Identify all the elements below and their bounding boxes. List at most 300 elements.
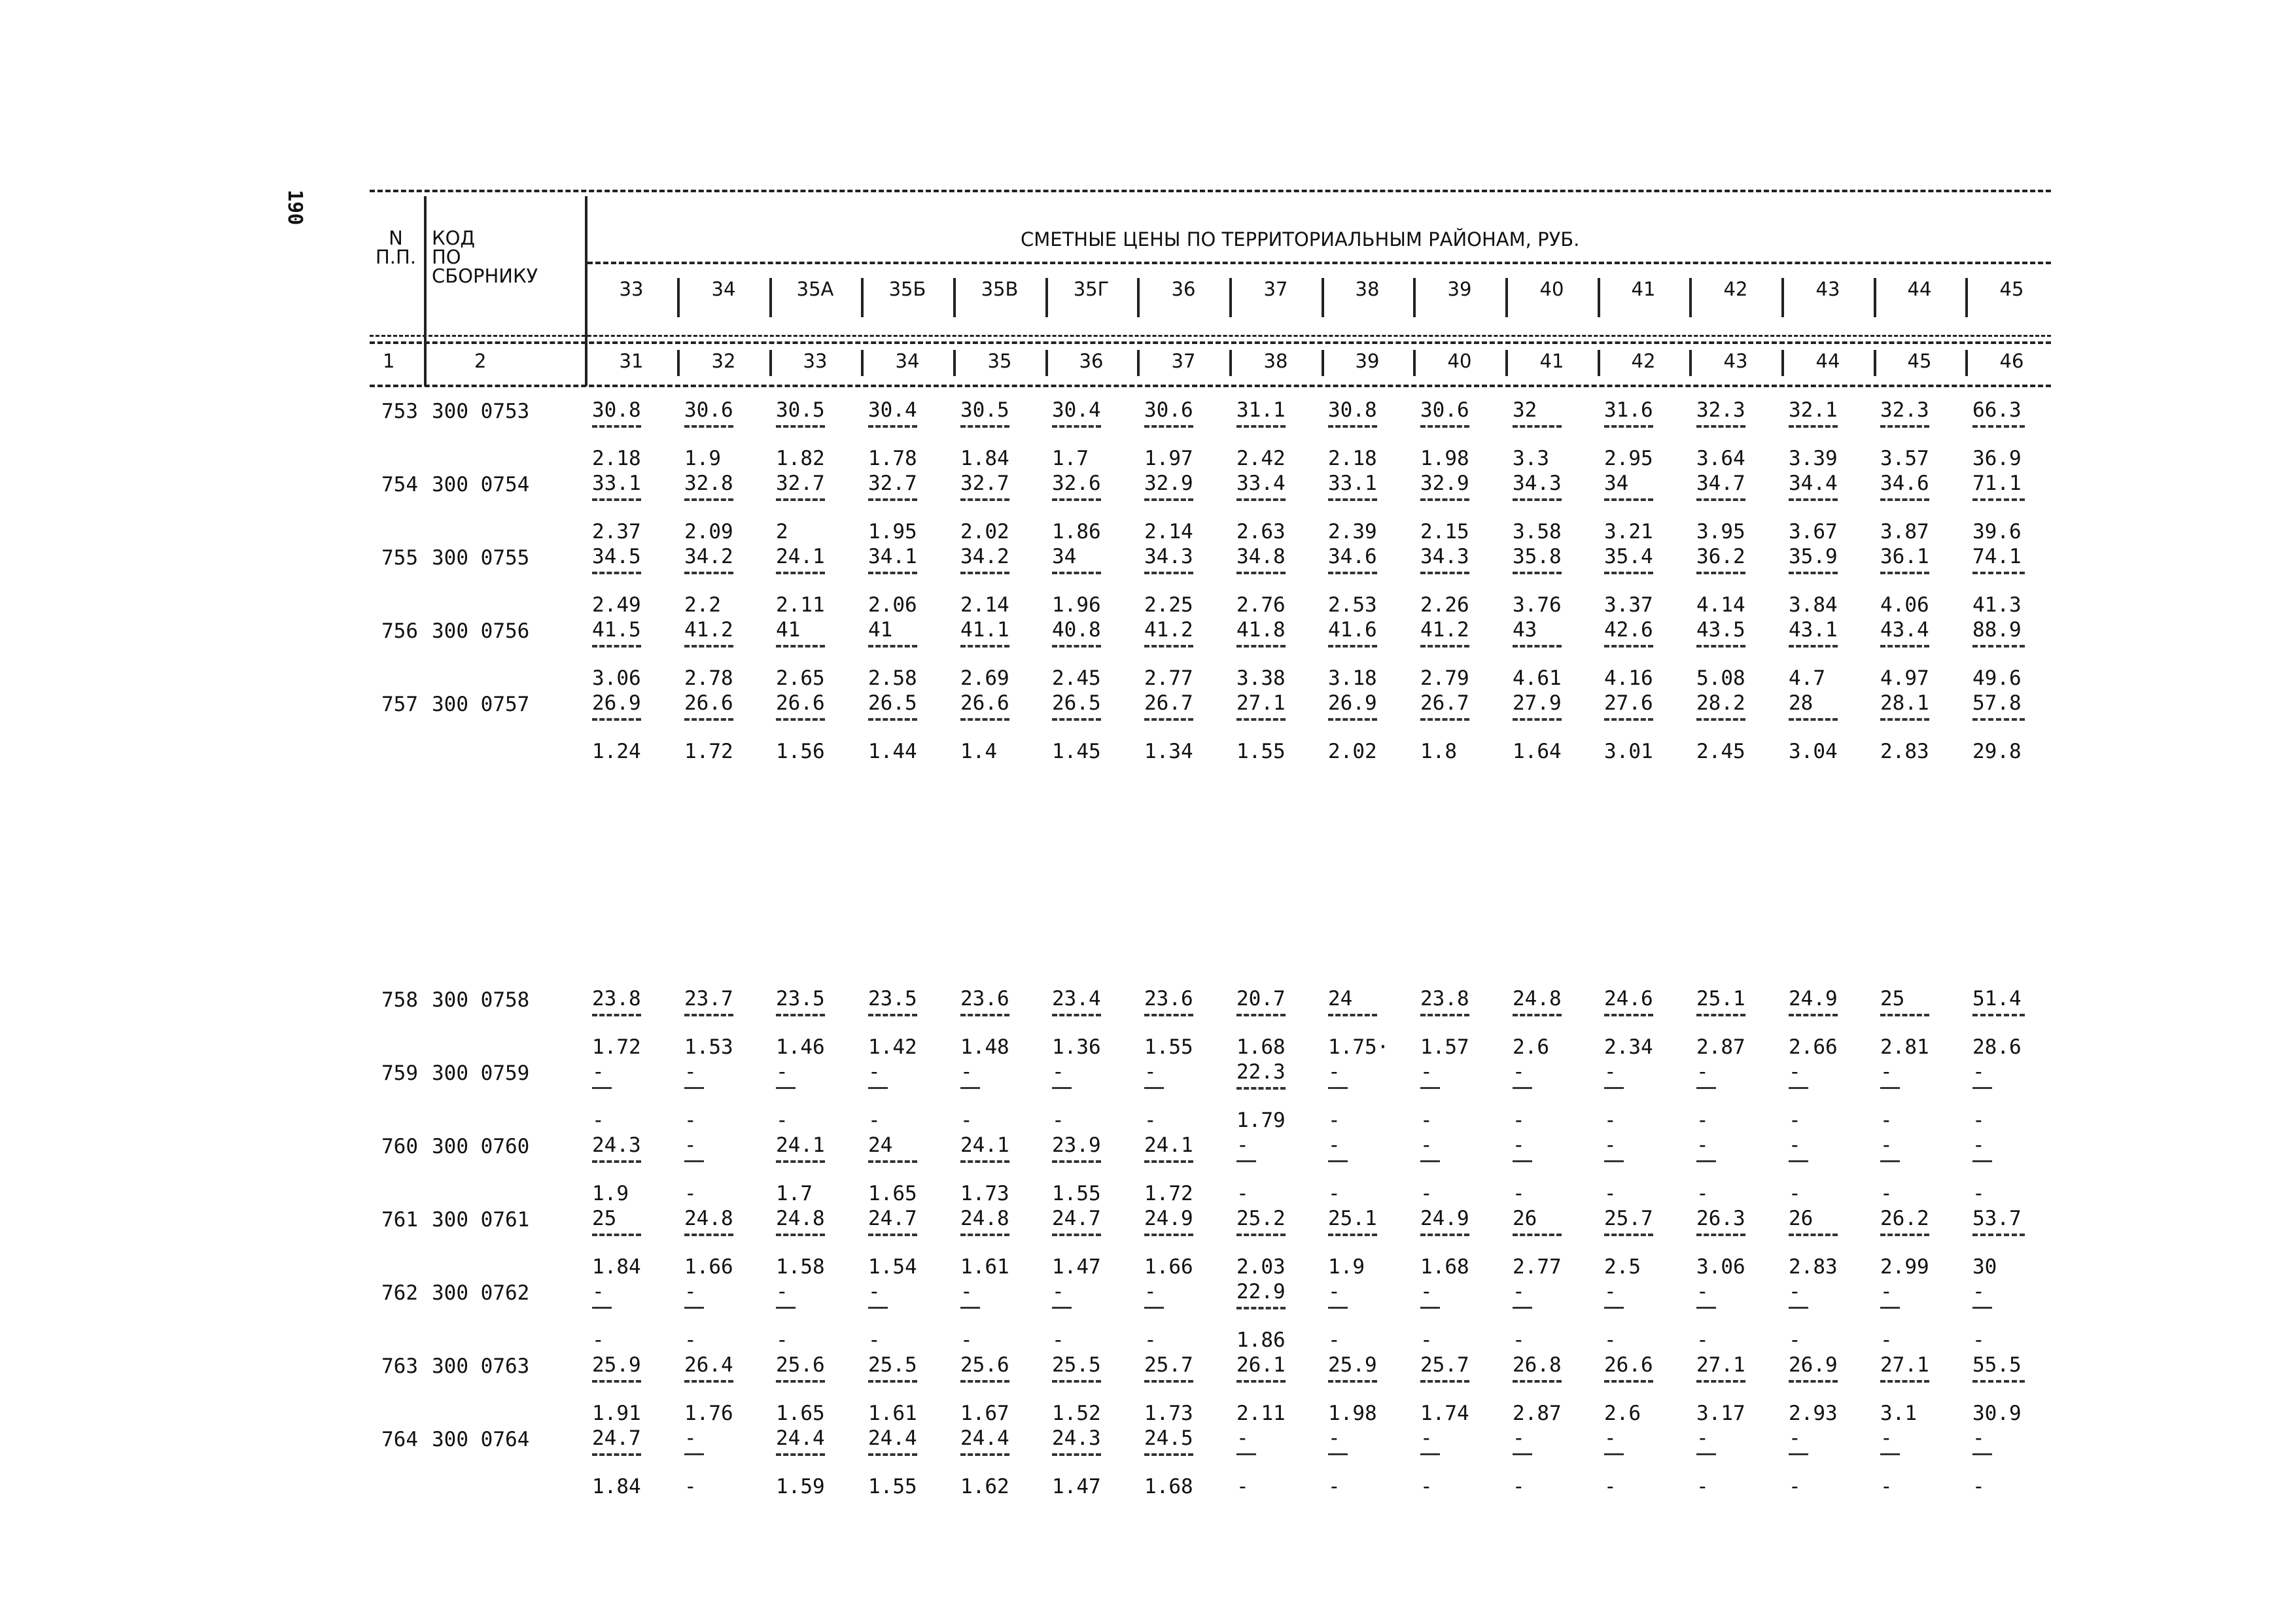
price-wage: 4.7 bbox=[1789, 666, 1825, 690]
empty-divider bbox=[592, 1087, 612, 1089]
price-wage: 3.06 bbox=[592, 666, 641, 690]
fraction-divider bbox=[1880, 645, 1929, 648]
price-total: 25.9 bbox=[1328, 1353, 1377, 1377]
price-total: 24.3 bbox=[1052, 1426, 1101, 1450]
row-number: 758 bbox=[381, 988, 418, 1012]
price-wage: 2 bbox=[776, 520, 788, 544]
price-wage: 2.02 bbox=[960, 520, 1009, 544]
price-wage: 1.78 bbox=[868, 447, 917, 470]
row-number: 753 bbox=[381, 400, 418, 423]
empty-divider bbox=[1604, 1307, 1624, 1309]
price-total: - bbox=[1696, 1060, 1709, 1084]
empty-divider bbox=[1880, 1453, 1900, 1455]
price-total: - bbox=[1420, 1280, 1433, 1304]
price-wage: - bbox=[1789, 1328, 1801, 1352]
fraction-divider bbox=[684, 498, 733, 501]
price-total: 26.6 bbox=[776, 691, 825, 715]
price-total: 36.2 bbox=[1696, 545, 1745, 568]
price-wage: 1.54 bbox=[868, 1255, 917, 1279]
price-total: 34.2 bbox=[684, 545, 733, 568]
fraction-divider bbox=[592, 1160, 641, 1163]
price-total: 26.9 bbox=[1328, 691, 1377, 715]
fraction-divider bbox=[1513, 425, 1562, 428]
row-code: 300 0758 bbox=[432, 988, 530, 1012]
fraction-divider bbox=[960, 1160, 1009, 1163]
empty-divider bbox=[1972, 1160, 1992, 1162]
price-total: - bbox=[1789, 1133, 1801, 1157]
fraction-divider bbox=[1328, 645, 1377, 648]
price-total: - bbox=[868, 1280, 881, 1304]
price-wage: 1.67 bbox=[960, 1402, 1009, 1425]
district-header: 40 bbox=[1539, 278, 1564, 300]
price-wage: 2.69 bbox=[960, 666, 1009, 690]
column-divider bbox=[953, 278, 956, 317]
price-wage: 1.9 bbox=[592, 1182, 629, 1205]
table-rule bbox=[370, 341, 2051, 344]
fraction-divider bbox=[868, 1380, 917, 1383]
price-total: - bbox=[960, 1280, 973, 1304]
fraction-divider bbox=[960, 572, 1009, 574]
col-index: 35 bbox=[987, 350, 1012, 372]
price-total: 43.1 bbox=[1789, 618, 1838, 642]
price-wage: 1.9 bbox=[1328, 1255, 1365, 1279]
price-total: 34.3 bbox=[1513, 472, 1562, 495]
price-total: - bbox=[1972, 1060, 1985, 1084]
price-total: 34.2 bbox=[960, 545, 1009, 568]
price-wage: 4.61 bbox=[1513, 666, 1562, 690]
table-rule bbox=[370, 190, 2051, 192]
empty-divider bbox=[1789, 1160, 1808, 1162]
row-number: 764 bbox=[381, 1428, 418, 1451]
fraction-divider bbox=[1236, 1087, 1286, 1090]
price-wage: 49.6 bbox=[1972, 666, 2022, 690]
empty-divider bbox=[1144, 1087, 1164, 1089]
price-wage: 30.9 bbox=[1972, 1402, 2022, 1425]
price-wage: 2.25 bbox=[1144, 593, 1193, 617]
fraction-divider bbox=[1972, 1380, 2025, 1383]
price-wage: - bbox=[868, 1109, 881, 1132]
price-wage: 2.79 bbox=[1420, 666, 1469, 690]
fraction-divider bbox=[1236, 572, 1286, 574]
fraction-divider bbox=[1604, 1380, 1653, 1383]
fraction-divider bbox=[1789, 1380, 1838, 1383]
price-total: - bbox=[1420, 1133, 1433, 1157]
fraction-divider bbox=[1144, 1160, 1193, 1163]
district-header: 35Г bbox=[1073, 278, 1110, 300]
price-total: 34.7 bbox=[1696, 472, 1745, 495]
price-total: 26.3 bbox=[1696, 1207, 1745, 1230]
price-total: 23.7 bbox=[684, 987, 733, 1011]
price-total: 24.7 bbox=[868, 1207, 917, 1230]
price-wage: 1.72 bbox=[592, 1035, 641, 1059]
price-total: - bbox=[1696, 1426, 1709, 1450]
price-wage: 1.36 bbox=[1052, 1035, 1101, 1059]
price-total: 26.6 bbox=[960, 691, 1009, 715]
price-total: - bbox=[1328, 1280, 1340, 1304]
price-wage: 1.66 bbox=[684, 1255, 733, 1279]
fraction-divider bbox=[684, 645, 733, 648]
price-wage: - bbox=[868, 1328, 881, 1352]
price-wage: 2.11 bbox=[776, 593, 825, 617]
price-total: 41.2 bbox=[1420, 618, 1469, 642]
price-total: 24.3 bbox=[592, 1133, 641, 1157]
column-divider bbox=[1874, 278, 1876, 317]
column-divider bbox=[1137, 278, 1140, 317]
column-divider bbox=[1781, 350, 1784, 376]
district-header: 34 bbox=[711, 278, 736, 300]
price-wage: 1.59 bbox=[776, 1475, 825, 1498]
price-wage: 1.58 bbox=[776, 1255, 825, 1279]
price-total: 40.8 bbox=[1052, 618, 1101, 642]
price-total: 25 bbox=[592, 1207, 617, 1230]
price-wage: 2.03 bbox=[1236, 1255, 1286, 1279]
header-sub-rule bbox=[370, 335, 2051, 337]
price-total: 41.8 bbox=[1236, 618, 1286, 642]
price-total: 32.7 bbox=[960, 472, 1009, 495]
price-wage: 1.65 bbox=[868, 1182, 917, 1205]
price-total: 24 bbox=[1328, 987, 1353, 1011]
empty-divider bbox=[960, 1307, 980, 1309]
empty-divider bbox=[960, 1087, 980, 1089]
row-code: 300 0754 bbox=[432, 473, 530, 496]
fraction-divider bbox=[1144, 425, 1193, 428]
fraction-divider bbox=[960, 425, 1009, 428]
fraction-divider bbox=[1144, 1380, 1193, 1383]
price-wage: 1.65 bbox=[776, 1402, 825, 1425]
district-header: 39 bbox=[1447, 278, 1472, 300]
fraction-divider bbox=[1052, 498, 1101, 501]
price-wage: 3.57 bbox=[1880, 447, 1929, 470]
column-divider bbox=[1965, 278, 1968, 317]
fraction-divider bbox=[1144, 1234, 1193, 1236]
price-total: 27.6 bbox=[1604, 691, 1653, 715]
empty-divider bbox=[1513, 1160, 1532, 1162]
fraction-divider bbox=[1513, 1014, 1562, 1016]
price-wage: 1.82 bbox=[776, 447, 825, 470]
price-wage: 1.52 bbox=[1052, 1402, 1101, 1425]
price-wage: 2.42 bbox=[1236, 447, 1286, 470]
price-total: 41 bbox=[776, 618, 801, 642]
fraction-divider bbox=[1880, 498, 1929, 501]
fraction-divider bbox=[592, 1380, 641, 1383]
price-wage: 1.86 bbox=[1052, 520, 1101, 544]
row-number: 755 bbox=[381, 546, 418, 570]
price-wage: 2.02 bbox=[1328, 740, 1377, 763]
price-wage: 2.53 bbox=[1328, 593, 1377, 617]
fraction-divider bbox=[684, 1234, 733, 1236]
price-wage: 1.97 bbox=[1144, 447, 1193, 470]
price-wage: 1.55 bbox=[1236, 740, 1286, 763]
price-wage: 1.91 bbox=[592, 1402, 641, 1425]
price-wage: 3.18 bbox=[1328, 666, 1377, 690]
price-total: 66.3 bbox=[1972, 398, 2022, 422]
price-total: 26.8 bbox=[1513, 1353, 1562, 1377]
price-wage: 2.99 bbox=[1880, 1255, 1929, 1279]
row-code: 300 0753 bbox=[432, 400, 530, 423]
price-wage: 2.95 bbox=[1604, 447, 1653, 470]
district-header: 35В bbox=[981, 278, 1019, 300]
empty-divider bbox=[1236, 1453, 1256, 1455]
price-wage: 1.95 bbox=[868, 520, 917, 544]
fraction-divider bbox=[1328, 1014, 1377, 1016]
fraction-divider bbox=[960, 1014, 1009, 1016]
price-wage: 2.18 bbox=[592, 447, 641, 470]
price-wage: 2.18 bbox=[1328, 447, 1377, 470]
price-total: - bbox=[1513, 1133, 1525, 1157]
price-wage: - bbox=[684, 1109, 697, 1132]
price-wage: 2.6 bbox=[1604, 1402, 1641, 1425]
price-wage: 2.09 bbox=[684, 520, 733, 544]
fraction-divider bbox=[1236, 1234, 1286, 1236]
price-total: 30.5 bbox=[960, 398, 1009, 422]
fraction-divider bbox=[1052, 1380, 1101, 1383]
price-wage: - bbox=[1052, 1328, 1064, 1352]
price-wage: 3.58 bbox=[1513, 520, 1562, 544]
fraction-divider bbox=[1052, 1234, 1101, 1236]
price-total: 43 bbox=[1513, 618, 1537, 642]
fraction-divider bbox=[1052, 1014, 1101, 1016]
price-total: 23.9 bbox=[1052, 1133, 1101, 1157]
empty-divider bbox=[1789, 1087, 1808, 1089]
fraction-divider bbox=[776, 1160, 825, 1163]
price-wage: 2.83 bbox=[1880, 740, 1929, 763]
price-total: 27.9 bbox=[1513, 691, 1562, 715]
price-total: 25.7 bbox=[1420, 1353, 1469, 1377]
empty-divider bbox=[1420, 1453, 1440, 1455]
row-code: 300 0759 bbox=[432, 1062, 530, 1085]
price-total: - bbox=[1696, 1280, 1709, 1304]
fraction-divider bbox=[1972, 1014, 2025, 1016]
col-index: 33 bbox=[803, 350, 828, 372]
column-divider bbox=[1965, 350, 1968, 376]
empty-divider bbox=[1604, 1087, 1624, 1089]
fraction-divider bbox=[1236, 1014, 1286, 1016]
empty-divider bbox=[1972, 1087, 1992, 1089]
empty-divider bbox=[1604, 1160, 1624, 1162]
fraction-divider bbox=[684, 1380, 733, 1383]
price-total: 24.4 bbox=[776, 1426, 825, 1450]
fraction-divider bbox=[1144, 645, 1193, 648]
price-wage: - bbox=[1420, 1475, 1433, 1498]
fraction-divider bbox=[1789, 572, 1838, 574]
fraction-divider bbox=[1513, 498, 1562, 501]
row-number: 757 bbox=[381, 693, 418, 716]
price-total: 24.5 bbox=[1144, 1426, 1193, 1450]
empty-divider bbox=[1789, 1307, 1808, 1309]
price-wage: - bbox=[1513, 1182, 1525, 1205]
empty-divider bbox=[1144, 1307, 1164, 1309]
col-index: 31 bbox=[619, 350, 644, 372]
column-divider bbox=[677, 350, 680, 376]
empty-divider bbox=[684, 1453, 704, 1455]
col-index: 2 bbox=[474, 350, 487, 372]
row-code: 300 0760 bbox=[432, 1135, 530, 1158]
price-total: 32.7 bbox=[868, 472, 917, 495]
price-total: 24 bbox=[868, 1133, 893, 1157]
price-wage: 1.76 bbox=[684, 1402, 733, 1425]
price-wage: - bbox=[1880, 1182, 1893, 1205]
price-wage: 1.84 bbox=[592, 1475, 641, 1498]
empty-divider bbox=[1880, 1307, 1900, 1309]
fraction-divider bbox=[1880, 718, 1929, 721]
price-total: 26.5 bbox=[1052, 691, 1101, 715]
price-total: - bbox=[1789, 1280, 1801, 1304]
price-wage: 1.61 bbox=[868, 1402, 917, 1425]
fraction-divider bbox=[1236, 498, 1286, 501]
price-wage: - bbox=[776, 1328, 788, 1352]
fraction-divider bbox=[1236, 1380, 1286, 1383]
fraction-divider bbox=[1972, 572, 2025, 574]
price-total: 34 bbox=[1604, 472, 1629, 495]
fraction-divider bbox=[868, 498, 917, 501]
column-divider bbox=[1413, 350, 1416, 376]
column-divider bbox=[1045, 278, 1048, 317]
fraction-divider bbox=[1420, 498, 1469, 501]
price-wage: - bbox=[1513, 1328, 1525, 1352]
price-wage: 39.6 bbox=[1972, 520, 2022, 544]
district-header: 36 bbox=[1171, 278, 1196, 300]
column-divider bbox=[1229, 350, 1232, 376]
district-header: 38 bbox=[1355, 278, 1380, 300]
price-wage: 1.84 bbox=[960, 447, 1009, 470]
empty-divider bbox=[1513, 1453, 1532, 1455]
district-header: 33 bbox=[619, 278, 644, 300]
price-wage: - bbox=[1696, 1475, 1709, 1498]
col-code-title: КОД ПО СБОРНИКУ bbox=[432, 227, 538, 287]
price-wage: - bbox=[1420, 1109, 1433, 1132]
price-wage: - bbox=[1789, 1475, 1801, 1498]
price-wage: 1.46 bbox=[776, 1035, 825, 1059]
price-total: 23.6 bbox=[960, 987, 1009, 1011]
fraction-divider bbox=[1696, 498, 1745, 501]
price-total: 28.1 bbox=[1880, 691, 1929, 715]
group-title: СМЕТНЫЕ ЦЕНЫ ПО ТЕРРИТОРИАЛЬНЫМ РАЙОНАМ, РУБ. bbox=[1021, 228, 1580, 251]
price-wage: - bbox=[684, 1328, 697, 1352]
price-wage: 2.45 bbox=[1696, 740, 1745, 763]
price-wage: 3.84 bbox=[1789, 593, 1838, 617]
column-divider bbox=[1689, 350, 1692, 376]
price-total: 25.6 bbox=[776, 1353, 825, 1377]
price-wage: - bbox=[1236, 1475, 1249, 1498]
fraction-divider bbox=[776, 1453, 825, 1456]
fraction-divider bbox=[1144, 1014, 1193, 1016]
fraction-divider bbox=[1972, 498, 2025, 501]
row-number: 761 bbox=[381, 1208, 418, 1232]
empty-divider bbox=[1604, 1453, 1624, 1455]
empty-divider bbox=[684, 1087, 704, 1089]
price-total: 34.3 bbox=[1144, 545, 1193, 568]
price-wage: 2.58 bbox=[868, 666, 917, 690]
price-total: 25.2 bbox=[1236, 1207, 1286, 1230]
fraction-divider bbox=[1972, 718, 2025, 721]
fraction-divider bbox=[1052, 1453, 1101, 1456]
fraction-divider bbox=[776, 718, 825, 721]
price-total: 32.6 bbox=[1052, 472, 1101, 495]
col-index: 45 bbox=[1907, 350, 1932, 372]
price-total: 41.6 bbox=[1328, 618, 1377, 642]
fraction-divider bbox=[1052, 425, 1101, 428]
fraction-divider bbox=[1880, 1014, 1929, 1016]
fraction-divider bbox=[1328, 1380, 1377, 1383]
fraction-divider bbox=[1420, 645, 1469, 648]
empty-divider bbox=[868, 1087, 888, 1089]
column-divider bbox=[1781, 278, 1784, 317]
price-wage: 1.53 bbox=[684, 1035, 733, 1059]
price-total: 24.8 bbox=[684, 1207, 733, 1230]
fraction-divider bbox=[1052, 572, 1101, 574]
price-total: 30.6 bbox=[684, 398, 733, 422]
row-code: 300 0761 bbox=[432, 1208, 530, 1232]
district-header: 43 bbox=[1815, 278, 1840, 300]
row-code: 300 0757 bbox=[432, 693, 530, 716]
empty-divider bbox=[1880, 1087, 1900, 1089]
price-wage: 1.72 bbox=[1144, 1182, 1193, 1205]
empty-divider bbox=[1696, 1307, 1716, 1309]
district-header: 35Б bbox=[888, 278, 926, 300]
price-total: 24.7 bbox=[592, 1426, 641, 1450]
price-wage: 1.42 bbox=[868, 1035, 917, 1059]
price-wage: 1.64 bbox=[1513, 740, 1562, 763]
price-wage: - bbox=[1972, 1182, 1985, 1205]
price-wage: 2.26 bbox=[1420, 593, 1469, 617]
price-wage: 2.39 bbox=[1328, 520, 1377, 544]
price-total: - bbox=[1328, 1060, 1340, 1084]
price-total: 20.7 bbox=[1236, 987, 1286, 1011]
empty-divider bbox=[776, 1087, 796, 1089]
price-total: 30.5 bbox=[776, 398, 825, 422]
price-total: 25.5 bbox=[1052, 1353, 1101, 1377]
fraction-divider bbox=[592, 1014, 641, 1016]
price-total: - bbox=[1880, 1133, 1893, 1157]
fraction-divider bbox=[776, 645, 825, 648]
price-wage: 1.7 bbox=[1052, 447, 1089, 470]
fraction-divider bbox=[1052, 718, 1101, 721]
price-total: 32.3 bbox=[1696, 398, 1745, 422]
fraction-divider bbox=[1513, 572, 1562, 574]
fraction-divider bbox=[960, 718, 1009, 721]
fraction-divider bbox=[592, 718, 641, 721]
empty-divider bbox=[868, 1307, 888, 1309]
price-wage: - bbox=[1972, 1109, 1985, 1132]
empty-divider bbox=[1696, 1160, 1716, 1162]
price-wage: 1.98 bbox=[1328, 1402, 1377, 1425]
fraction-divider bbox=[1052, 645, 1101, 648]
price-wage: 1.68 bbox=[1236, 1035, 1286, 1059]
price-total: 34.6 bbox=[1880, 472, 1929, 495]
price-wage: 3.64 bbox=[1696, 447, 1745, 470]
price-total: - bbox=[1328, 1133, 1340, 1157]
fraction-divider bbox=[1420, 572, 1469, 574]
empty-divider bbox=[592, 1307, 612, 1309]
fraction-divider bbox=[1420, 718, 1469, 721]
price-total: - bbox=[1513, 1280, 1525, 1304]
price-wage: 3.39 bbox=[1789, 447, 1838, 470]
fraction-divider bbox=[960, 1453, 1009, 1456]
price-total: 41.2 bbox=[684, 618, 733, 642]
price-wage: 4.97 bbox=[1880, 666, 1929, 690]
price-total: - bbox=[1880, 1280, 1893, 1304]
price-total: - bbox=[684, 1133, 697, 1157]
price-total: - bbox=[1604, 1426, 1617, 1450]
price-wage: - bbox=[1144, 1328, 1157, 1352]
fraction-divider bbox=[1328, 425, 1377, 428]
price-total: 24.1 bbox=[776, 545, 825, 568]
fraction-divider bbox=[868, 572, 917, 574]
fraction-divider bbox=[684, 572, 733, 574]
fraction-divider bbox=[684, 425, 733, 428]
fraction-divider bbox=[776, 572, 825, 574]
empty-divider bbox=[1513, 1087, 1532, 1089]
